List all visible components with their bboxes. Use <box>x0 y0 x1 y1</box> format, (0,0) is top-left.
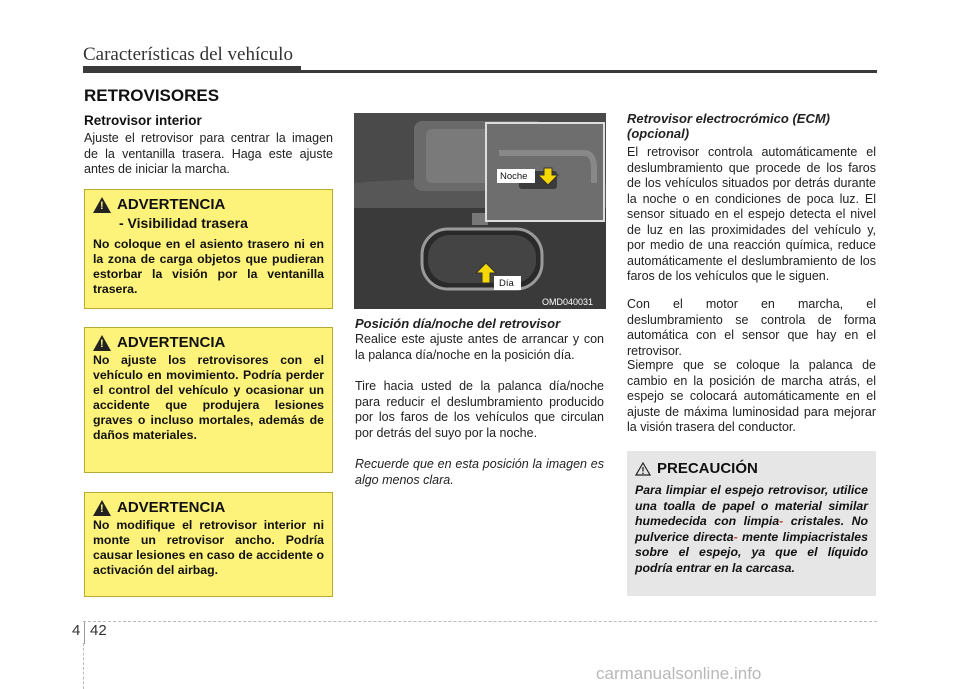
warning-box-adjust <box>84 327 333 473</box>
caution-body <box>635 483 868 576</box>
day-night-p3: Recuerde que en esta posición la imagen es algo menos clara. <box>355 457 604 487</box>
rearview-mirror-figure <box>354 113 606 309</box>
caution-title: PRECAUCIÓN <box>657 460 758 477</box>
footer-guide-line <box>83 643 85 689</box>
warning-subtitle: - Visibilidad trasera <box>119 215 248 231</box>
day-night-p1: Realice este ajuste antes de arrancar y con la palanca día/noche en la posición día. <box>355 332 604 362</box>
ecm-p2: Con el motor en marcha, el deslumbramiento se controla de forma automática con el sensor que hay en el retrovisor. <box>627 297 876 358</box>
caution-body-part2: cristales. No pulverice directa <box>635 514 869 544</box>
day-night-subhead: Posición día/noche del retrovisor <box>355 316 561 331</box>
footer-divider <box>83 621 877 623</box>
footer-rule <box>84 622 85 644</box>
ecm-p3: Siempre que se coloque la palanca de cambio en la posición de marcha atrás, el espejo se colocará automáticamente en el ajuste de máxima luminosidad para mejorar la visión trasera del conductor. <box>627 358 876 434</box>
warning-title: ADVERTENCIA <box>117 196 226 213</box>
warning-title: ADVERTENCIA <box>117 334 226 351</box>
caution-hyphen: - <box>733 529 738 544</box>
caution-box <box>627 451 876 596</box>
warning-body: No coloque en el asiento trasero ni en la zona de carga objetos que pudieran estorbar la visión por la ventanilla trasera. <box>93 237 324 296</box>
warning-title: ADVERTENCIA <box>117 499 226 516</box>
section-title: RETROVISORES <box>84 86 220 105</box>
figure-label-day: Día <box>499 278 514 289</box>
warning-body: No ajuste los retrovisores con el vehículo en movimiento. Podría perder el control del vehículo y ocasionar un accidente que produjera lesiones graves o incluso mortales, además de daños materiales. <box>93 353 324 442</box>
rearview-mirror-illustration <box>354 113 606 309</box>
figure-label-night: Noche <box>500 171 528 182</box>
header-rule <box>83 70 877 73</box>
caution-body-part3: mente limpiacristales sobre el espejo, ya que el líquido podría entrar en la carcasa. <box>635 529 868 575</box>
warning-box-visibility <box>84 189 333 309</box>
day-night-p2: Tire hacia usted de la palanca día/noche para reducir el deslumbramiento producido por los faros de los vehículos que circulan por detrás del suyo por la noche. <box>355 379 604 440</box>
interior-mirror-subhead: Retrovisor interior <box>84 113 202 128</box>
watermark: carmanualsonline.info <box>596 664 762 683</box>
warning-body: No modifique el retrovisor interior ni monte un retrovisor ancho. Podría causar lesiones en caso de accidente o activación del airbag. <box>93 518 324 577</box>
warning-triangle-icon <box>93 335 111 351</box>
caution-triangle-icon <box>635 462 651 476</box>
warning-box-modify <box>84 492 333 597</box>
ecm-subhead: Retrovisor electrocrómico (ECM) (opcional) <box>627 111 830 141</box>
footer-page-number: 42 <box>90 622 107 639</box>
footer-chapter: 4 <box>72 622 81 639</box>
header-title: Características del vehículo <box>83 44 293 65</box>
caution-hyphen: - <box>779 514 784 528</box>
caution-body-part1: Para limpiar el espejo retrovisor, utilice una toalla de papel o material similar humedecida con limpia <box>635 483 868 528</box>
figure-code: OMD040031 <box>542 297 594 307</box>
warning-triangle-icon <box>93 197 111 213</box>
warning-triangle-icon <box>93 500 111 516</box>
ecm-p1: El retrovisor controla automáticamente el deslumbramiento que procede de los faros de los vehículos situados por detrás durante la noche o en condiciones de poca luz. El sensor situado en el espejo detecta el nivel de luz en las proximidades del vehículo y, por medio de una reacción química, reduce automáticamente el deslumbramiento de los faros de los vehículos que le siguen. <box>627 145 876 283</box>
interior-mirror-intro: Ajuste el retrovisor para centrar la imagen de la ventanilla trasera. Haga este ajuste antes de iniciar la marcha. <box>84 131 333 176</box>
